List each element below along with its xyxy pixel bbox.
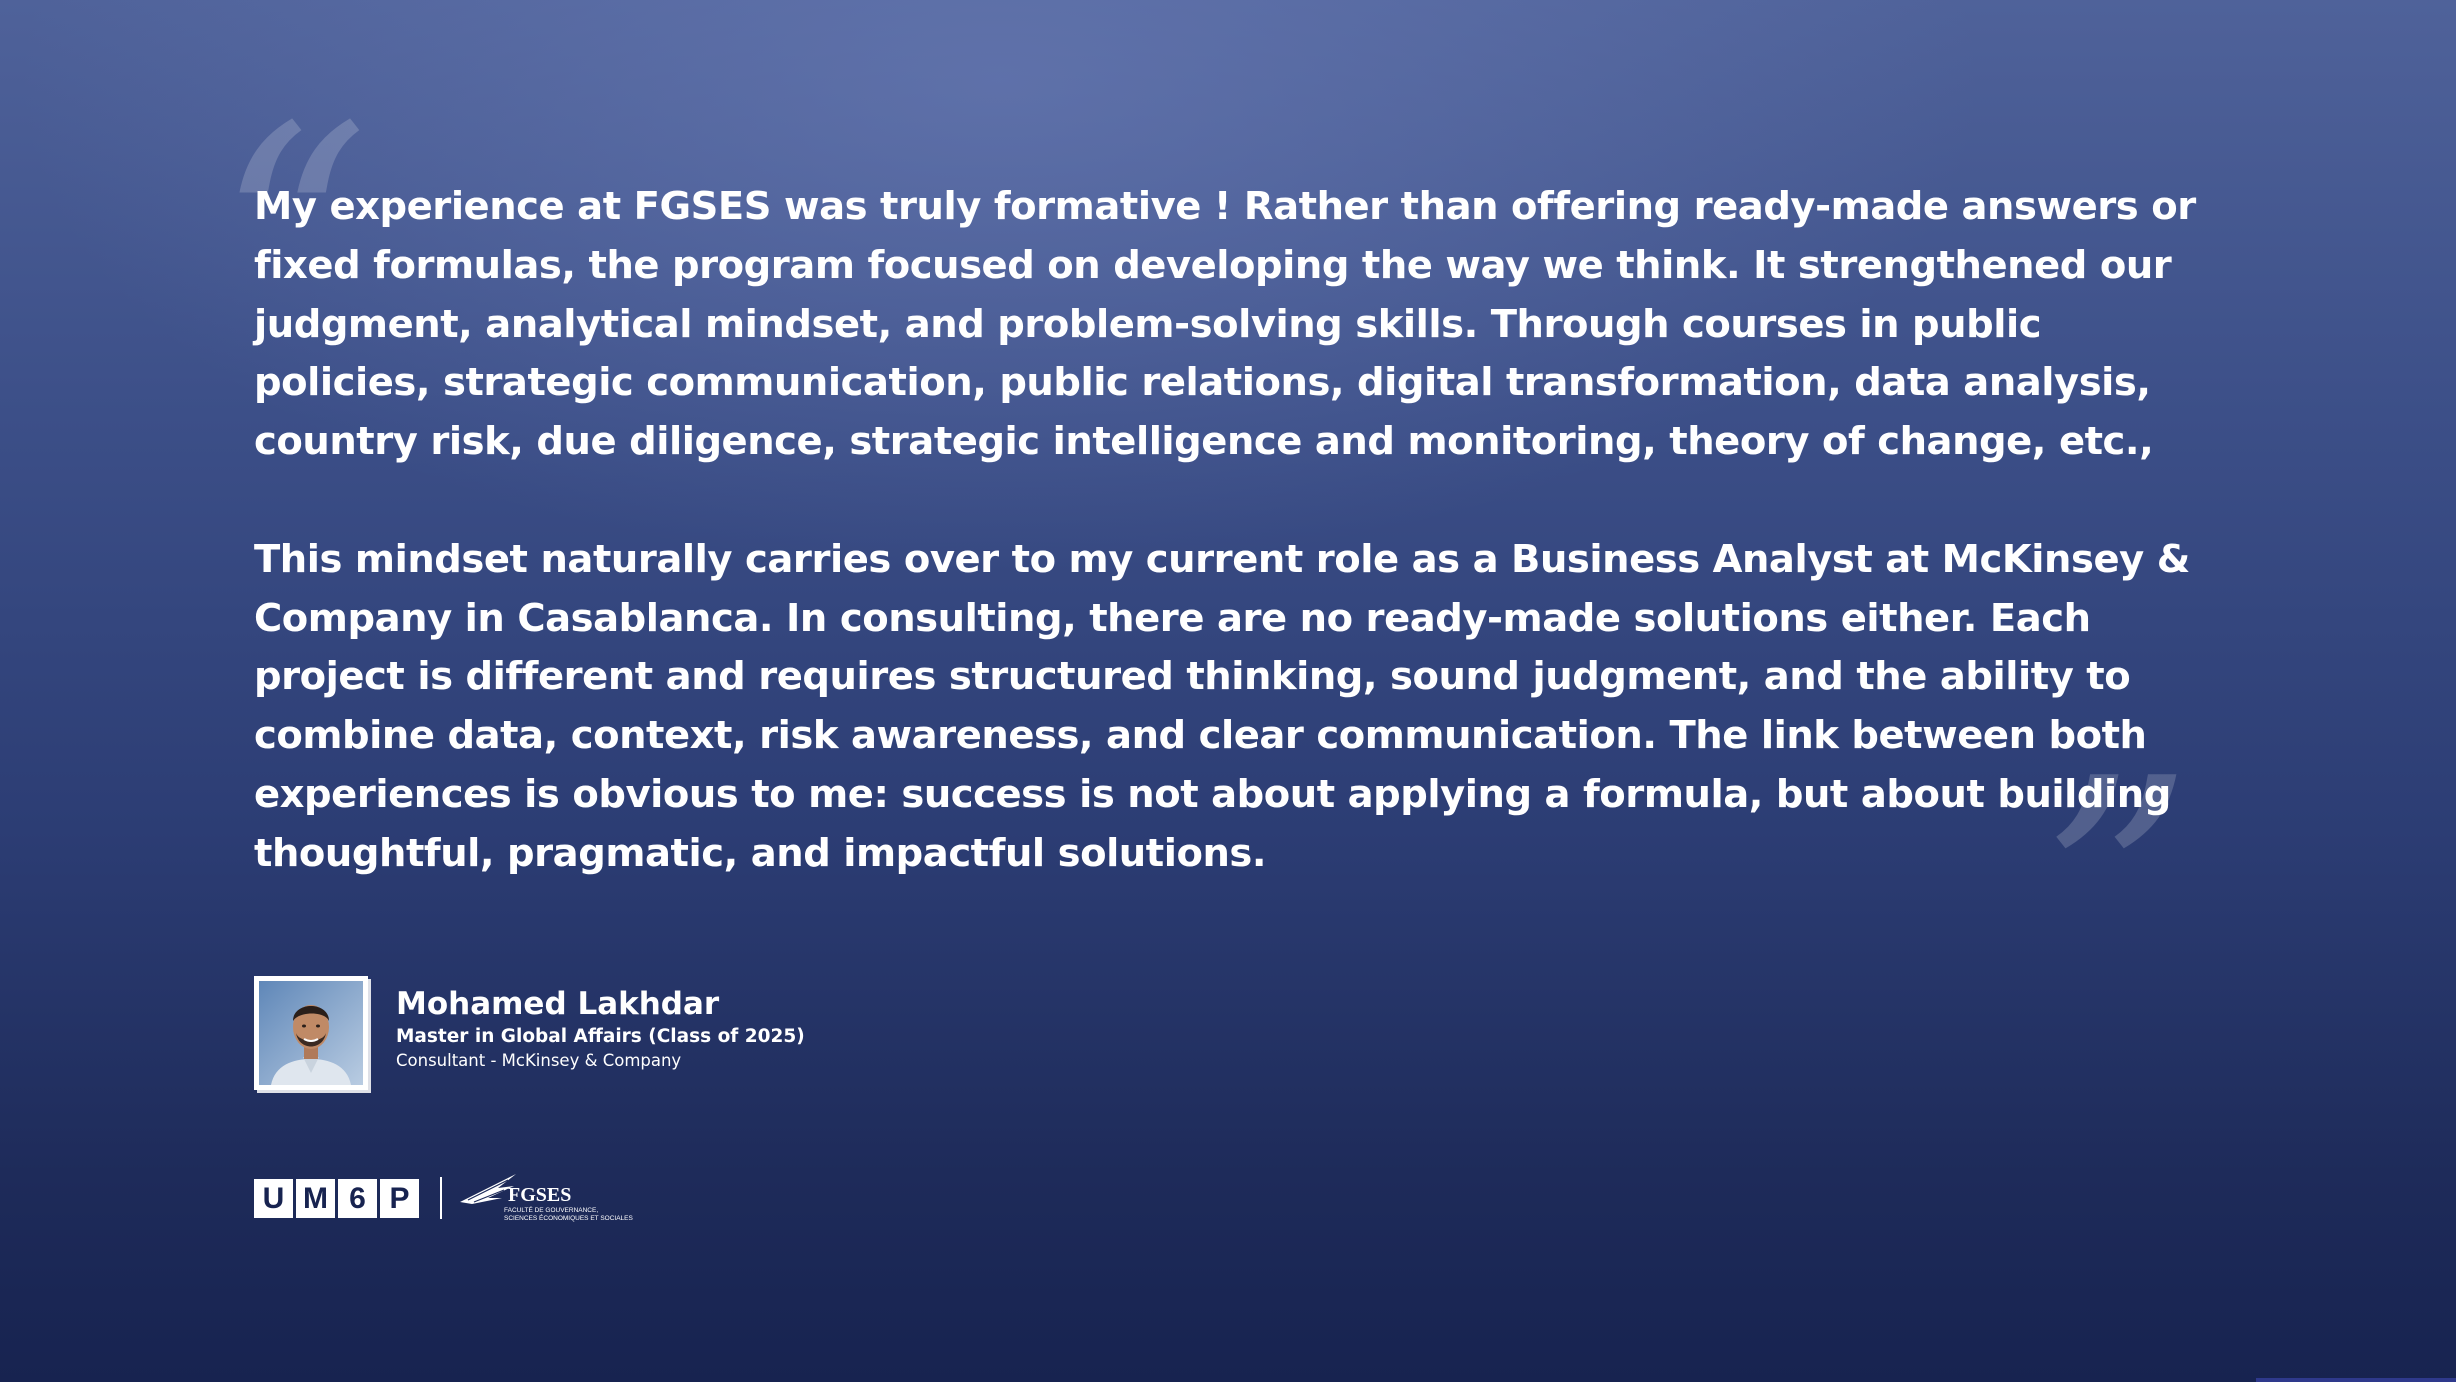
um6p-logo (254, 1179, 422, 1218)
testimonial-paragraph-2: This mindset naturally carries over to my current role as a Business Analyst at McKinsey & Company in Casablanca. In consulting, there are no ready-made solutions either. Each project is different and requires structured thinking, sound judgment, and the ability to combine data, context, risk awareness, and clear communication. The link between both experiences is obvious to me: success is not about applying a formula, but about building thoughtful, pragmatic, and impactful solutions. (254, 536, 2190, 876)
fgses-subtitle-line: SCIENCES ÉCONOMIQUES ET SOCIALES (504, 1215, 633, 1222)
author-program: Master in Global Affairs (Class of 2025) (396, 1026, 805, 1047)
author-role: Consultant - McKinsey & Company (396, 1051, 682, 1070)
logos-bar (254, 1170, 658, 1226)
open-quote-mark: “ (216, 63, 370, 412)
um6p-letter: M (296, 1179, 335, 1218)
fgses-title: FGSES (508, 1184, 572, 1206)
fgses-subtitle (504, 1207, 633, 1223)
author-block (254, 976, 805, 1090)
testimonial-paragraph-1: My experience at FGSES was truly formative ! Rather than offering ready-made answers or fixed formulas, the program focused on developing the way we think. It strengthened our judgment, analytical mindset, and problem-solving skills. Through courses in public policies, strategic communication, public relations, digital transformation, data analysis, country risk, due diligence, strategic intelligence and monitoring, theory of change, etc., (254, 184, 2196, 465)
fgses-subtitle-line: FACULTÉ DE GOUVERNANCE, (504, 1207, 599, 1214)
author-info (396, 976, 805, 1072)
logo-divider (440, 1177, 442, 1219)
fgses-logo (458, 1170, 658, 1226)
um6p-letter: 6 (338, 1179, 377, 1218)
author-name: Mohamed Lakhdar (396, 986, 720, 1022)
author-photo-frame (254, 976, 368, 1090)
um6p-letter: U (254, 1179, 293, 1218)
author-photo (259, 981, 363, 1085)
close-quote-mark: ” (2040, 715, 2194, 1064)
testimonial-text (254, 178, 2224, 884)
bottom-accent-strip (2256, 1378, 2456, 1382)
um6p-letter: P (380, 1179, 419, 1218)
